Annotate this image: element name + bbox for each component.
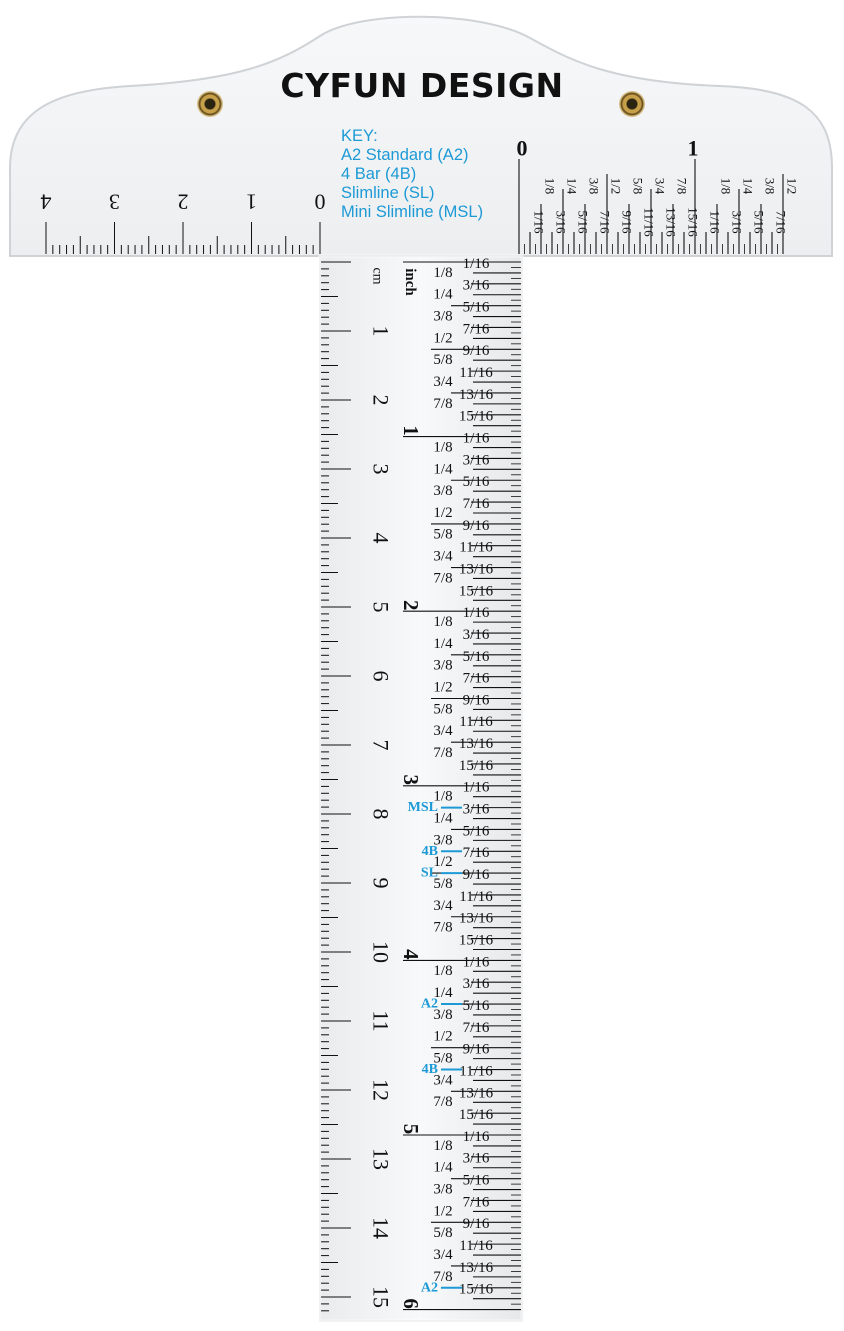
inch-label: 5 — [399, 1123, 423, 1135]
inch-fraction-label: 3/4 — [433, 897, 453, 914]
cm-unit-label: cm — [369, 267, 385, 285]
inch-fraction-label: 3/16 — [462, 277, 490, 294]
cm-label: 2 — [368, 394, 394, 406]
inch-fraction-label: 1/8 — [433, 1137, 453, 1154]
inch-fraction-label: 3/8 — [433, 657, 453, 674]
inch-label: 6 — [399, 1298, 423, 1309]
inch-fraction-label: 15/16 — [458, 408, 494, 425]
envelope-mark-label: A2 — [420, 1280, 438, 1296]
inch-fraction-label: 11/16 — [459, 365, 493, 382]
head-inch-fraction-label: 7/8 — [674, 177, 690, 195]
inch-fraction-label: 1/4 — [433, 1159, 453, 1176]
envelope-mark-label: SL — [420, 865, 438, 881]
inch-fraction-label: 1/8 — [433, 614, 453, 631]
head-inch-fraction-label: 3/16 — [553, 210, 569, 234]
inch-label: 2 — [399, 599, 423, 611]
inch-fraction-label: 7/8 — [433, 570, 453, 587]
inch-fraction-label: 5/16 — [462, 474, 490, 491]
key-item-a2: A2 Standard (A2) — [341, 146, 469, 164]
cm-label: 11 — [368, 1010, 394, 1032]
inch-fraction-label: 1/8 — [433, 439, 453, 456]
inch-fraction-label: 11/16 — [459, 1063, 493, 1080]
inch-fraction-label: 3/8 — [433, 308, 453, 325]
inch-fraction-label: 11/16 — [459, 888, 493, 905]
envelope-mark-label: 4B — [421, 843, 438, 859]
inch-fraction-label: 7/16 — [462, 495, 490, 512]
inch-fraction-label: 5/16 — [462, 299, 490, 316]
inch-fraction-label: 15/16 — [458, 583, 494, 600]
cm-label: 7 — [368, 739, 394, 751]
inch-fraction-label: 9/16 — [462, 343, 490, 360]
inch-fraction-label: 5/8 — [433, 1225, 453, 1242]
inch-fraction-label: 7/16 — [462, 1194, 490, 1211]
right-eyelet-icon — [619, 91, 645, 117]
head-cm-label: 0 — [314, 189, 326, 215]
inch-fraction-label: 3/16 — [462, 452, 490, 469]
inch-fraction-label: 5/16 — [462, 823, 490, 840]
head-inch-fraction-label: 1/16 — [707, 210, 723, 234]
inch-fraction-label: 13/16 — [458, 386, 494, 403]
inch-fraction-label: 5/8 — [433, 352, 453, 369]
brand-name: CYFUN DESIGN — [280, 66, 564, 105]
inch-fraction-label: 9/16 — [462, 692, 490, 709]
inch-fraction-label: 7/16 — [462, 670, 490, 687]
head-inch-fraction-label: 13/16 — [663, 207, 679, 237]
cm-label: 6 — [368, 670, 394, 682]
inch-fraction-label: 1/16 — [462, 255, 490, 272]
cm-label: 8 — [368, 808, 394, 820]
inch-fraction-label: 5/8 — [433, 875, 453, 892]
inch-fraction-label: 3/8 — [433, 483, 453, 500]
head-inch-fraction-label: 1/2 — [784, 177, 800, 195]
inch-fraction-label: 1/2 — [433, 679, 453, 696]
inch-fraction-label: 15/16 — [458, 1281, 494, 1298]
inch-fraction-label: 13/16 — [458, 736, 494, 753]
cm-label: 1 — [368, 325, 394, 337]
inch-fraction-label: 1/2 — [433, 330, 453, 347]
head-cm-label: 1 — [246, 189, 257, 215]
inch-fraction-label: 5/8 — [433, 701, 453, 718]
head-inch-fraction-label: 1/2 — [608, 177, 624, 195]
left-eyelet-icon — [197, 91, 223, 117]
inch-fraction-label: 7/8 — [433, 744, 453, 761]
head-inch-fraction-label: 7/16 — [597, 210, 613, 234]
key-item-4b: 4 Bar (4B) — [341, 165, 417, 183]
inch-fraction-label: 7/8 — [433, 919, 453, 936]
inch-fraction-label: 1/8 — [433, 788, 453, 805]
inch-fraction-label: 1/16 — [462, 605, 490, 622]
head-inch-fraction-label: 1/4 — [740, 177, 756, 195]
inch-fraction-label: 1/16 — [462, 1128, 490, 1145]
cm-label: 15 — [368, 1286, 394, 1308]
inch-fraction-label: 1/16 — [462, 954, 490, 971]
head-inch-fraction-label: 5/8 — [630, 177, 646, 195]
inch-fraction-label: 1/4 — [433, 810, 453, 827]
cm-label: 4 — [368, 532, 394, 544]
head-inch-fraction-label: 9/16 — [619, 210, 635, 234]
inch-label: 1 — [399, 425, 423, 436]
head-inch-fraction-label: 5/16 — [575, 210, 591, 234]
inch-fraction-label: 7/16 — [462, 321, 490, 338]
head-inch-fraction-label: 1/8 — [718, 177, 734, 195]
key-item-msl: Mini Slimline (MSL) — [341, 203, 484, 221]
cm-label: 12 — [368, 1079, 394, 1101]
head-inch-fraction-label: 3/16 — [729, 210, 745, 234]
inch-fraction-label: 3/16 — [462, 626, 490, 643]
inch-fraction-label: 1/4 — [433, 635, 453, 652]
cm-label: 13 — [368, 1148, 394, 1170]
envelope-mark-label: 4B — [421, 1062, 438, 1078]
cm-label: 3 — [368, 463, 394, 475]
inch-fraction-label: 5/16 — [462, 1172, 490, 1189]
inch-label: 4 — [399, 949, 423, 960]
head-inch-fraction-label: 7/16 — [773, 210, 789, 234]
inch-fraction-label: 11/16 — [459, 1238, 493, 1255]
inch-fraction-label: 5/16 — [462, 997, 490, 1014]
inch-fraction-label: 9/16 — [462, 1041, 490, 1058]
envelope-mark-label: MSL — [407, 800, 438, 816]
inch-fraction-label: 3/16 — [462, 1150, 490, 1167]
inch-fraction-label: 3/16 — [462, 801, 490, 818]
inch-fraction-label: 7/8 — [433, 1268, 453, 1285]
inch-fraction-label: 7/8 — [433, 1094, 453, 1111]
inch-fraction-label: 13/16 — [458, 910, 494, 927]
inch-fraction-label: 1/2 — [433, 504, 453, 521]
inch-fraction-label: 11/16 — [459, 714, 493, 731]
head-cm-label: 2 — [177, 189, 189, 215]
cm-label: 10 — [368, 941, 394, 963]
head-inch-fraction-label: 1/4 — [564, 177, 580, 195]
inch-fraction-label: 1/2 — [433, 854, 453, 871]
inch-fraction-label: 3/16 — [462, 976, 490, 993]
inch-fraction-label: 15/16 — [458, 932, 494, 949]
head-inch-label: 1 — [687, 135, 699, 161]
inch-fraction-label: 3/8 — [433, 1006, 453, 1023]
cm-label: 14 — [368, 1217, 394, 1239]
inch-fraction-label: 1/2 — [433, 1028, 453, 1045]
inch-fraction-label: 7/8 — [433, 395, 453, 412]
inch-fraction-label: 1/4 — [433, 461, 453, 478]
inch-fraction-label: 3/4 — [433, 1246, 453, 1263]
inch-fraction-label: 3/4 — [433, 373, 453, 390]
head-inch-fraction-label: 1/16 — [531, 210, 547, 234]
inch-fraction-label: 1/4 — [433, 286, 453, 303]
inch-fraction-label: 13/16 — [458, 1259, 494, 1276]
head-inch-label: 0 — [516, 135, 528, 161]
head-cm-label: 3 — [109, 189, 120, 215]
inch-fraction-label: 1/2 — [433, 1203, 453, 1220]
inch-unit-label: inch — [402, 268, 418, 296]
inch-fraction-label: 15/16 — [458, 757, 494, 774]
inch-fraction-label: 7/16 — [462, 1019, 490, 1036]
inch-fraction-label: 5/8 — [433, 526, 453, 543]
inch-fraction-label: 9/16 — [462, 517, 490, 534]
inch-fraction-label: 3/8 — [433, 1181, 453, 1198]
envelope-key — [341, 127, 483, 222]
key-item-sl: Slimline (SL) — [341, 184, 435, 202]
inch-fraction-label: 5/16 — [462, 648, 490, 665]
inch-fraction-label: 9/16 — [462, 867, 490, 884]
inch-fraction-label: 3/8 — [433, 832, 453, 849]
head-cm-label: 4 — [40, 189, 52, 215]
inch-fraction-label: 13/16 — [458, 561, 494, 578]
inch-fraction-label: 13/16 — [458, 1085, 494, 1102]
cm-label: 9 — [368, 877, 394, 889]
inch-fraction-label: 1/16 — [462, 779, 490, 796]
head-inch-fraction-label: 3/8 — [762, 177, 778, 195]
head-inch-fraction-label: 15/16 — [685, 207, 701, 237]
cm-label: 5 — [368, 601, 394, 613]
inch-fraction-label: 15/16 — [458, 1107, 494, 1124]
envelope-mark-label: A2 — [420, 996, 438, 1012]
inch-fraction-label: 7/16 — [462, 845, 490, 862]
inch-fraction-label: 3/4 — [433, 1072, 453, 1089]
head-inch-fraction-label: 11/16 — [641, 207, 657, 237]
head-inch-fraction-label: 1/8 — [542, 177, 558, 195]
head-inch-fraction-label: 5/16 — [751, 210, 767, 234]
inch-fraction-label: 1/8 — [433, 264, 453, 281]
inch-fraction-label: 5/8 — [433, 1050, 453, 1067]
inch-fraction-label: 1/8 — [433, 963, 453, 980]
inch-fraction-label: 1/16 — [462, 430, 490, 447]
inch-fraction-label: 1/4 — [433, 985, 453, 1002]
inch-fraction-label: 9/16 — [462, 1216, 490, 1233]
inch-fraction-label: 11/16 — [459, 539, 493, 556]
key-title: KEY: — [341, 127, 378, 145]
head-inch-fraction-label: 3/8 — [586, 177, 602, 195]
head-inch-fraction-label: 3/4 — [652, 177, 668, 195]
inch-fraction-label: 3/4 — [433, 548, 453, 565]
inch-fraction-label: 3/4 — [433, 723, 453, 740]
inch-label: 3 — [399, 774, 423, 786]
